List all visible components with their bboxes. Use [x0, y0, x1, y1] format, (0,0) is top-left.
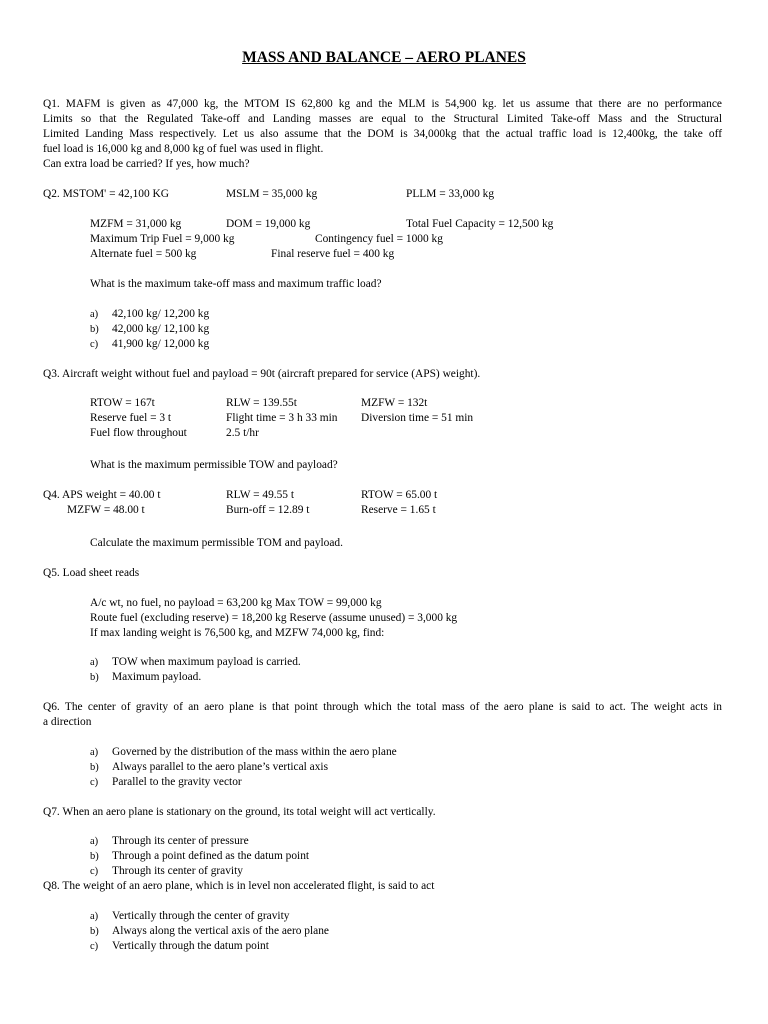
q4-reserve: Reserve = 1.65 t [361, 504, 436, 516]
q5-intro: Q5. Load sheet reads [43, 567, 140, 579]
q1-line-3: Limited Landing Mass respectively. Let us also assume that the DOM is 34,000kg that the actual traffic load is 12,400kg, the take off [43, 128, 722, 140]
q3-mzfw: MZFW = 132t [361, 397, 428, 409]
q1-line-2: Limits so that the Regulated Take-off and Landing masses are equal to the Structural Limited Take-off Mass and the Structural [43, 113, 722, 125]
q4-rlw: RLW = 49.55 t [226, 489, 295, 501]
q7-option-c: c) Through its center of gravity [90, 865, 243, 877]
q2-total-fuel: Total Fuel Capacity = 12,500 kg [406, 218, 554, 230]
document-title: MASS AND BALANCE – AERO PLANES [242, 49, 526, 66]
q4-burn-off: Burn-off = 12.89 t [226, 504, 310, 516]
q1-line-1: Q1. MAFM is given as 47,000 kg, the MTOM IS 62,800 kg and the MLM is 54,900 kg. let us assume that there are no performance [43, 98, 722, 110]
q4-rtow: RTOW = 65.00 t [361, 489, 438, 501]
q1-line-4: fuel load is 16,000 kg and 8,000 kg of fuel was used in flight. [43, 143, 324, 155]
q3-diversion-time: Diversion time = 51 min [361, 412, 474, 424]
q4-question: Calculate the maximum permissible TOM and payload. [90, 537, 343, 549]
q3-rtow: RTOW = 167t [90, 397, 155, 409]
q2-alternate-fuel: Alternate fuel = 500 kg [90, 248, 197, 260]
q3-fuel-flow-label: Fuel flow throughout [90, 427, 187, 439]
q3-rlw: RLW = 139.55t [226, 397, 297, 409]
q2-mzfm: MZFM = 31,000 kg [90, 218, 182, 230]
q2-mstom: Q2. MSTOM' = 42,100 KG [43, 188, 169, 200]
q6-line-1: Q6. The center of gravity of an aero plane is that point through which the total mass of the aero plane is said to act. The weight acts in [43, 701, 722, 713]
q2-option-c: c) 41,900 kg/ 12,000 kg [90, 338, 210, 350]
q5-option-b: b) Maximum payload. [90, 671, 202, 683]
q6-option-c: c) Parallel to the gravity vector [90, 776, 242, 788]
q8-option-a: a) Vertically through the center of gravity [90, 910, 290, 922]
q3-reserve-fuel: Reserve fuel = 3 t [90, 412, 172, 424]
q2-trip-fuel: Maximum Trip Fuel = 9,000 kg [90, 233, 235, 245]
q6-line-2: a direction [43, 716, 92, 728]
q5-line-1: A/c wt, no fuel, no payload = 63,200 kg Max TOW = 99,000 kg [90, 597, 382, 609]
q7-option-b: b) Through a point defined as the datum point [90, 850, 310, 862]
q2-pllm: PLLM = 33,000 kg [406, 188, 495, 200]
q4-aps-weight: Q4. APS weight = 40.00 t [43, 489, 161, 501]
q4-mzfw: MZFW = 48.00 t [67, 504, 145, 516]
q3-flight-time: Flight time = 3 h 33 min [226, 412, 338, 424]
q8-option-b: b) Always along the vertical axis of the aero plane [90, 925, 329, 937]
q3-question: What is the maximum permissible TOW and payload? [90, 459, 338, 471]
q6-option-b: b) Always parallel to the aero plane’s vertical axis [90, 761, 329, 773]
q2-question: What is the maximum take-off mass and maximum traffic load? [90, 278, 382, 290]
q2-option-a: a) 42,100 kg/ 12,200 kg [90, 308, 210, 320]
q5-line-3: If max landing weight is 76,500 kg, and MZFW 74,000 kg, find: [90, 627, 385, 639]
q3-intro: Q3. Aircraft weight without fuel and payload = 90t (aircraft prepared for service (APS) weight). [43, 368, 481, 380]
q2-option-b: b) 42,000 kg/ 12,100 kg [90, 323, 210, 335]
q2-dom: DOM = 19,000 kg [226, 218, 311, 230]
q2-contingency-fuel: Contingency fuel = 1000 kg [315, 233, 443, 245]
q3-fuel-flow-value: 2.5 t/hr [226, 427, 259, 439]
q8-intro: Q8. The weight of an aero plane, which is in level non accelerated flight, is said to act [43, 880, 435, 892]
q1-line-5: Can extra load be carried? If yes, how much? [43, 158, 250, 170]
q5-option-a: a) TOW when maximum payload is carried. [90, 656, 301, 668]
q2-final-reserve: Final reserve fuel = 400 kg [271, 248, 395, 260]
q6-option-a: a) Governed by the distribution of the mass within the aero plane [90, 746, 397, 758]
q7-intro: Q7. When an aero plane is stationary on the ground, its total weight will act vertically. [43, 806, 436, 818]
q8-option-c: c) Vertically through the datum point [90, 940, 269, 952]
q2-mslm: MSLM = 35,000 kg [226, 188, 318, 200]
q7-option-a: a) Through its center of pressure [90, 835, 249, 847]
q5-line-2: Route fuel (excluding reserve) = 18,200 kg Reserve (assume unused) = 3,000 kg [90, 612, 458, 624]
